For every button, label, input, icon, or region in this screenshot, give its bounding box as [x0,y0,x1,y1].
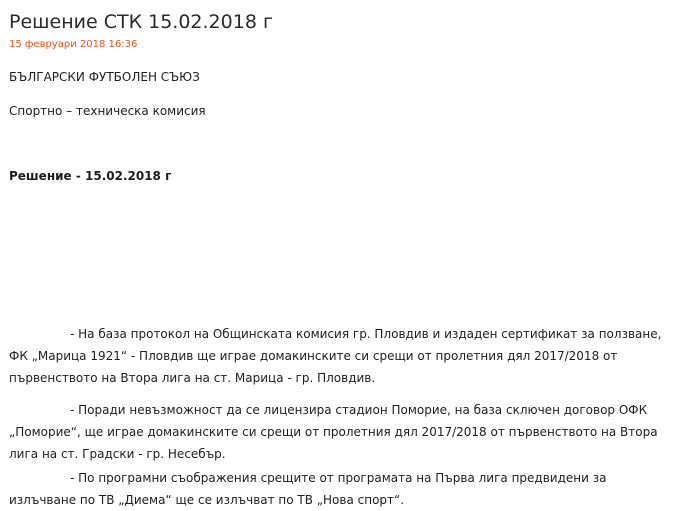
decision-item [9,323,665,389]
article-date: 15 февруари 2018 16:36 [9,39,138,50]
decision-item-text: - Поради невъзможност да се лицензира стадион Поморие, на база сключен договор ОФК „Поморие“, ще играе домакинските си срещи от пролетния дял 2017/2018 от първенството на Втора лига на ст. Градски - гр. Несебър. [9,403,658,461]
organization-name: БЪЛГАРСКИ ФУТБОЛЕН СЪЮЗ [9,70,200,84]
decision-item [9,399,665,465]
decision-item [9,467,665,511]
article-title: Решение СТК 15.02.2018 г [9,11,273,33]
decision-heading: Решение - 15.02.2018 г [9,169,172,183]
decision-item-text: - На база протокол на Общинската комисия гр. Пловдив и издаден сертификат за ползване, ФК „Марица 1921“ - Пловдив ще играе домакинските си срещи от пролетния дял 2017/2018 от първенството на Втора лига на ст. Марица - гр. Пловдив. [9,327,662,385]
committee-name: Спортно – техническа комисия [9,104,206,118]
decision-item-text: - По програмни съображения срещите от програмата на Първа лига предвидени за излъчване по ТВ „Диема“ ще се излъчват по ТВ „Нова спорт“. [9,471,607,507]
